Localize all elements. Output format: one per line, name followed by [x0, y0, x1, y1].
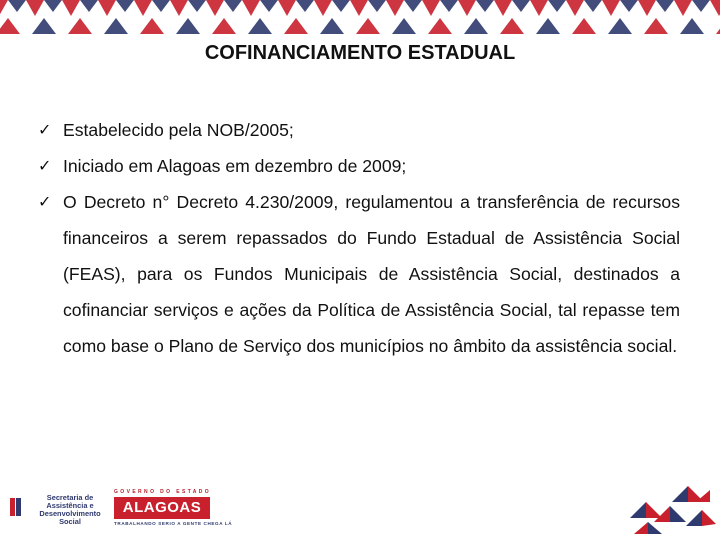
bullet-text: Iniciado em Alagoas em dezembro de 2009; — [63, 156, 407, 176]
secretaria-logo — [8, 490, 104, 524]
bullet-item — [38, 184, 680, 364]
top-decorative-band — [0, 0, 720, 34]
top-band-pattern-icon — [0, 0, 720, 34]
gov-slogan: TRABALHANDO SERIO A GENTE CHEGA LÁ — [114, 521, 233, 526]
bullet-text: O Decreto n° Decreto 4.230/2009, regulamentou a transferência de recursos financeiros a serem repassados do Fundo Estadual de Assistência Social (FEAS), para os Fundos Municipais de Assistência Social, destinados a cofinanciar serviços e ações da Política de Assistência Social, tal repasse tem como base o Plano de Serviço dos municípios no âmbito da assistência social. — [63, 192, 680, 356]
secretaria-text: Secretaria de Assistência e Desenvolvimento Social — [39, 493, 101, 526]
check-icon: ✓ — [38, 156, 52, 175]
bullet-text: Estabelecido pela NOB/2005; — [63, 120, 294, 140]
check-icon: ✓ — [38, 192, 52, 211]
bullet-item — [38, 112, 680, 148]
footer-decoration — [626, 482, 718, 538]
alagoas-logo — [114, 489, 233, 527]
slide-title: COFINANCIAMENTO ESTADUAL — [204, 42, 516, 64]
check-icon: ✓ — [38, 120, 52, 139]
alagoas-wordmark: ALAGOAS — [114, 497, 210, 519]
bullet-list — [38, 112, 680, 364]
bullet-item — [38, 148, 680, 184]
triangle-pattern-icon — [626, 482, 718, 538]
gov-top-text: GOVERNO DO ESTADO — [114, 489, 212, 495]
